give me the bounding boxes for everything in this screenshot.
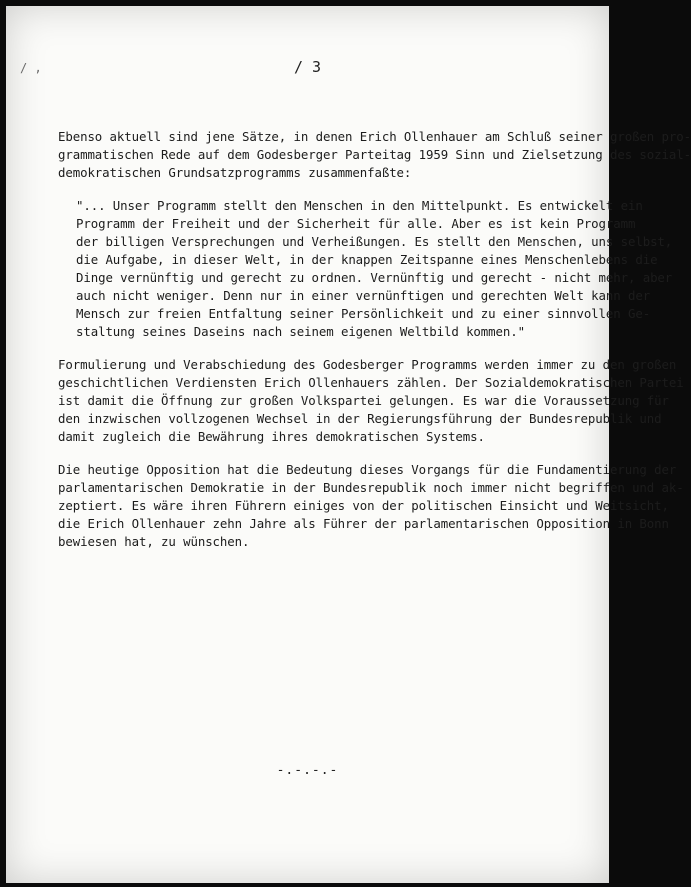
quote-line: "... Unser Programm stellt den Menschen in den Mittelpunkt. Es entwickelt ein <box>76 198 643 213</box>
paragraph-godesberg-line: Formulierung und Verabschiedung des Godesberger Programms werden immer zu den großen <box>58 357 677 372</box>
quote-line: Mensch zur freien Entfaltung seiner Persönlichkeit und zu einer sinnvollen Ge- <box>76 306 651 321</box>
paragraph-godesberg-line: den inzwischen vollzogenen Wechsel in der Regierungsführung der Bundesrepublik und <box>58 411 662 426</box>
margin-mark: / , <box>20 61 42 75</box>
quote-line: Programm der Freiheit und der Sicherheit für alle. Aber es ist kein Programm <box>76 216 636 231</box>
quote-line: staltung seines Daseins nach seinem eigenen Weltbild kommen." <box>76 324 525 339</box>
quote-line: die Aufgabe, in dieser Welt, in der knappen Zeitspanne eines Menschenlebens die <box>76 252 658 267</box>
paragraph-godesberg-line: ist damit die Öffnung zur großen Volkspartei gelungen. Es war die Voraussetzung für <box>58 393 669 408</box>
quote-line: Dinge vernünftig und gerecht zu ordnen. Vernünftig und gerecht - nicht mehr, aber <box>76 270 673 285</box>
paragraph-opposition-line: die Erich Ollenhauer zehn Jahre als Führer der parlamentarischen Opposition in Bonn <box>58 516 669 531</box>
quote-line: der billigen Versprechungen und Verheißungen. Es stellt den Menschen, uns selbst, <box>76 234 673 249</box>
document-page <box>6 6 691 883</box>
quote-line: auch nicht weniger. Denn nur in einer vernünftigen und gerechten Welt kann der <box>76 288 651 303</box>
end-mark: -.-.-.- <box>276 763 339 778</box>
paragraph-intro-line: grammatischen Rede auf dem Godesberger Parteitag 1959 Sinn und Zielsetzung des sozial- <box>58 147 691 162</box>
paragraph-intro-line: Ebenso aktuell sind jene Sätze, in denen Erich Ollenhauer am Schluß seiner großen pro- <box>58 129 691 144</box>
paragraph-opposition-line: bewiesen hat, zu wünschen. <box>58 534 250 549</box>
paragraph-godesberg-line: damit zugleich die Bewährung ihres demokratischen Systems. <box>58 429 485 444</box>
paragraph-intro-line: demokratischen Grundsatzprogramms zusammenfaßte: <box>58 165 412 180</box>
paragraph-opposition-line: Die heutige Opposition hat die Bedeutung dieses Vorgangs für die Fundamentierung der <box>58 462 677 477</box>
paragraph-opposition-line: zeptiert. Es wäre ihren Führern einiges von der politischen Einsicht und Weitsicht, <box>58 498 669 513</box>
page-number: / 3 <box>293 58 322 76</box>
paragraph-godesberg-line: geschichtlichen Verdiensten Erich Ollenhauers zählen. Der Sozialdemokratischen Partei <box>58 375 684 390</box>
paragraph-opposition-line: parlamentarischen Demokratie in der Bundesrepublik noch immer nicht begriffen und ak- <box>58 480 684 495</box>
